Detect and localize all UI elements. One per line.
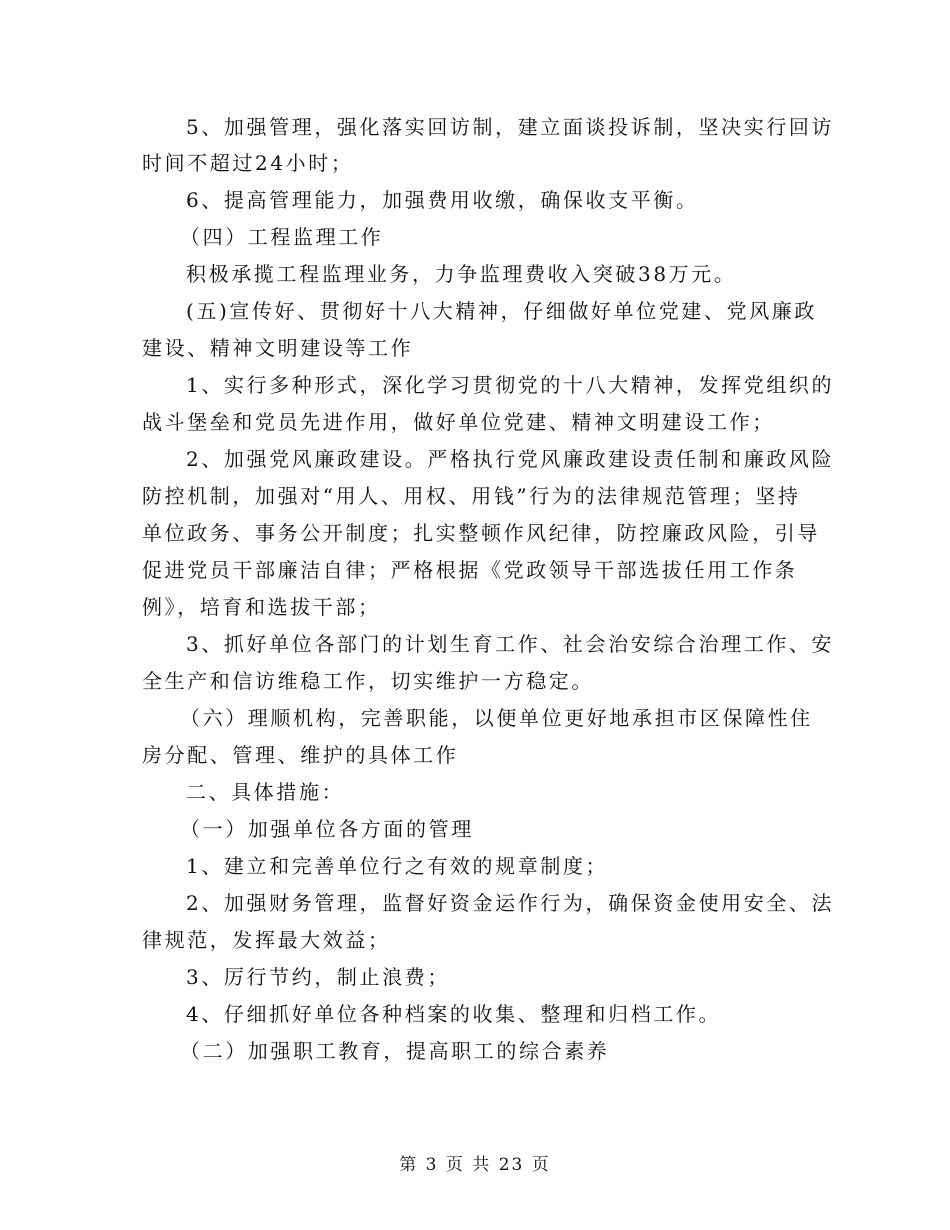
paragraph-line: 积极承揽工程监理业务，力争监理费收入突破38万元。 (186, 262, 737, 286)
paragraph-line: 1、实行多种形式，深化学习贯彻党的十八大精神，发挥党组织的 (186, 373, 835, 397)
paragraph-line: 单位政务、事务公开制度；扎实整顿作风纪律，防控廉政风险，引导 (142, 521, 820, 545)
paragraph-line: 5、加强管理，强化落实回访制，建立面谈投诉制，坚决实行回访 (186, 115, 835, 139)
paragraph-line: 促进党员干部廉洁自律；严格根据《党政领导干部选拔任用工作条 (142, 558, 798, 582)
paragraph-line: 3、抓好单位各部门的计划生育工作、社会治安综合治理工作、安 (186, 632, 835, 656)
paragraph-line: 防控机制，加强对“用人、用权、用钱”行为的法律规范管理；坚持 (142, 484, 801, 508)
paragraph-line: 时间不超过24小时； (142, 151, 354, 175)
section-heading: 建设、精神文明建设等工作 (142, 336, 414, 360)
section-heading: （六）理顺机构，完善职能，以便单位更好地承担市区保障性住 (180, 706, 813, 730)
paragraph-line: 全生产和信访维稳工作，切实维护一方稳定。 (142, 669, 594, 693)
paragraph-line: 战斗堡垒和党员先进作用，做好单位党建、精神文明建设工作； (142, 410, 775, 434)
paragraph-line: 律规范，发挥最大效益； (142, 928, 391, 952)
section-heading: （四）工程监理工作 (180, 225, 384, 249)
paragraph-line: 3、厉行节约，制止浪费； (186, 965, 450, 989)
paragraph-line: 2、加强党风廉政建设。严格执行党风廉政建设责任制和廉政风险 (186, 447, 835, 471)
page-number-footer: 第 3 页 共 23 页 (399, 1155, 551, 1175)
paragraph-line: 6、提高管理能力，加强费用收缴，确保收支平衡。 (186, 188, 699, 212)
section-heading: (五)宣传好、贯彻好十八大精神，仔细做好单位党建、党风廉政 (186, 299, 818, 323)
paragraph-line: 2、加强财务管理，监督好资金运作行为，确保资金使用安全、法 (186, 891, 835, 915)
paragraph-line: 4、仔细抓好单位各种档案的收集、整理和归档工作。 (186, 1002, 722, 1026)
paragraph-line: 例》，培育和选拔干部； (142, 595, 381, 619)
section-heading: （一）加强单位各方面的管理 (180, 817, 474, 841)
section-heading: （二）加强职工教育，提高职工的综合素养 (180, 1039, 610, 1063)
section-heading: 二、具体措施： (186, 780, 345, 804)
paragraph-line: 1、建立和完善单位行之有效的规章制度； (186, 854, 609, 878)
section-heading: 房分配、管理、维护的具体工作 (142, 743, 459, 767)
